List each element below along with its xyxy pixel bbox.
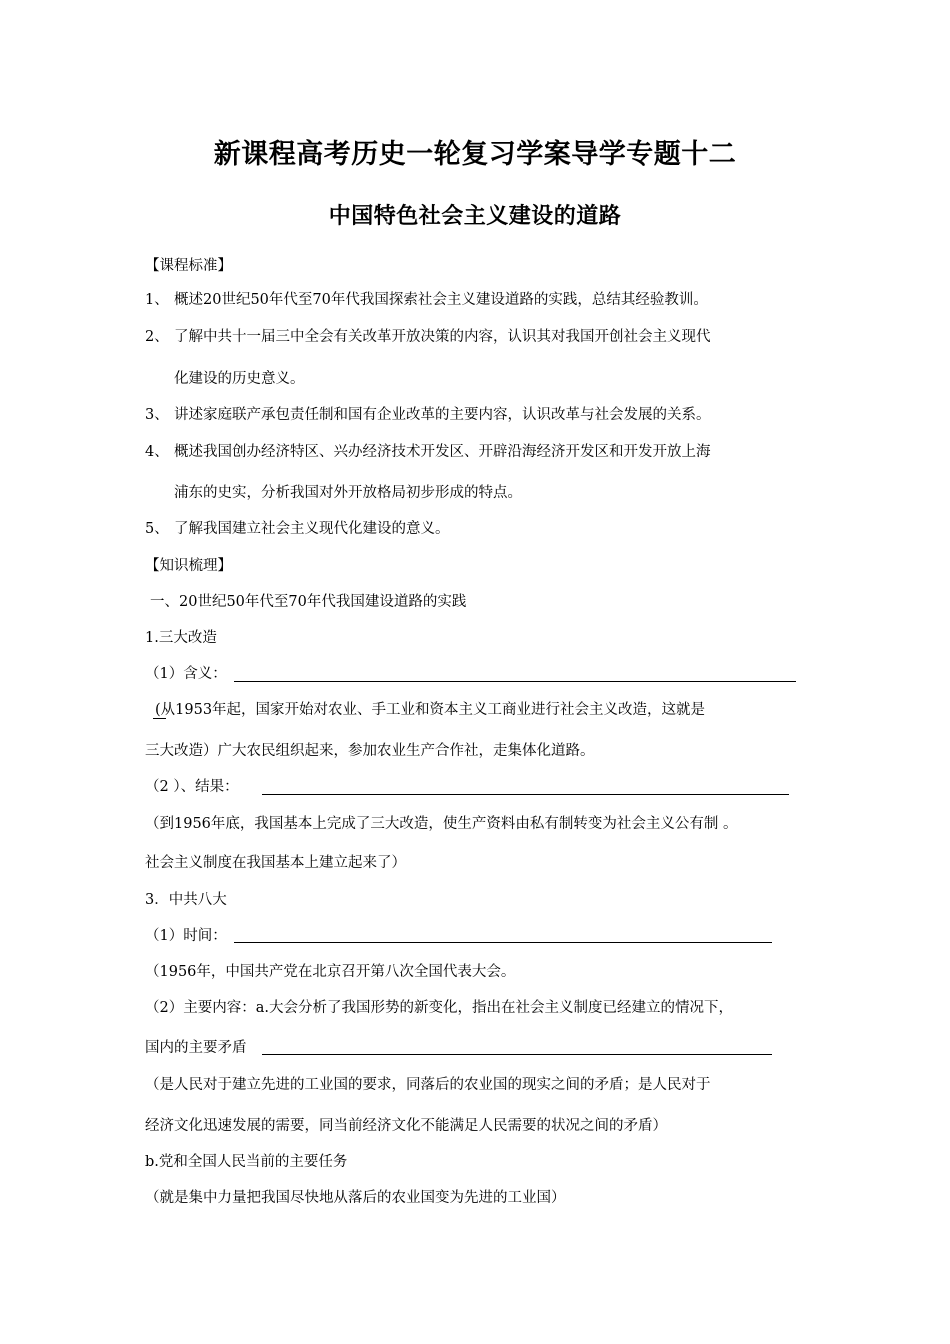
contradiction-answer-blank <box>262 1054 772 1055</box>
standard-item-1 <box>145 290 708 310</box>
document-title: 新课程高考历史一轮复习学案导学专题十二 <box>213 139 737 170</box>
item-number: 3、 <box>145 407 169 423</box>
document-subtitle: 中国特色社会主义建设的道路 <box>328 204 622 229</box>
result-answer-blank <box>262 794 789 795</box>
three-reforms-heading: 1.三大改造 <box>145 630 217 646</box>
standard-item-3 <box>145 405 711 425</box>
meaning-label: （1）含义： <box>145 666 227 682</box>
item-text: 概述20世纪50年代至70年代我国探索社会主义建设道路的实践，总结其经验教训。 <box>174 292 708 308</box>
main-task-answer: （就是集中力量把我国尽快地从落后的农业国变为先进的工业国） <box>145 1190 566 1206</box>
result-answer-line-1: （到1956年底，我国基本上完成了三大改造，使生产资料由私有制转变为社会主义公有制 。 <box>145 816 738 832</box>
main-content-label: （2）主要内容：a.大会分析了我国形势的新变化，指出在社会主义制度已经建立的情况下， <box>145 1000 733 1016</box>
standard-item-5 <box>145 519 450 539</box>
item-number: 4、 <box>145 444 169 460</box>
standard-item-4 <box>145 442 711 462</box>
time-label: （1）时间： <box>145 928 227 944</box>
item-text: 了解中共十一届三中全会有关改革开放决策的内容，认识其对我国开创社会主义现代 <box>174 329 711 345</box>
section-heading-1: 一、20世纪50年代至70年代我国建设道路的实践 <box>150 594 467 610</box>
item-number: 2、 <box>145 329 169 345</box>
result-label: （2 ）、结果： <box>145 779 239 795</box>
contradiction-answer-line-2: 经济文化迅速发展的需要，同当前经济文化不能满足人民需要的状况之间的矛盾） <box>145 1118 667 1134</box>
eighth-congress-heading: 3．中共八大 <box>145 892 227 908</box>
standard-item-2-continued: 化建设的历史意义。 <box>174 371 305 387</box>
main-task-label: b.党和全国人民当前的主要任务 <box>145 1154 348 1170</box>
standards-heading: 【课程标准】 <box>145 258 232 274</box>
item-number: 1、 <box>145 292 169 308</box>
result-answer-line-2: 社会主义制度在我国基本上建立起来了） <box>145 855 406 871</box>
standard-item-2 <box>145 327 711 347</box>
item-number: 5、 <box>145 521 169 537</box>
meaning-answer-line-1: (从1953年起，国家开始对农业、手工业和资本主义工商业进行社会主义改造，这就是 <box>155 702 706 718</box>
item-text: 概述我国创办经济特区、兴办经济技术开发区、开辟沿海经济开发区和开发开放上海 <box>174 444 711 460</box>
knowledge-heading: 【知识梳理】 <box>145 558 232 574</box>
standard-item-4-continued: 浦东的史实，分析我国对外开放格局初步形成的特点。 <box>174 485 522 501</box>
meaning-answer-line-2: 三大改造）广大农民组织起来，参加农业生产合作社，走集体化道路。 <box>145 743 595 759</box>
contradiction-answer-line-1: （是人民对于建立先进的工业国的要求，同落后的农业国的现实之间的矛盾；是人民对于 <box>145 1077 711 1093</box>
item-text: 了解我国建立社会主义现代化建设的意义。 <box>174 521 450 537</box>
meaning-answer-blank <box>234 681 796 682</box>
contradiction-label: 国内的主要矛盾 <box>145 1040 247 1056</box>
time-answer: （1956年，中国共产党在北京召开第八次全国代表大会。 <box>145 964 516 980</box>
time-answer-blank <box>234 942 772 943</box>
item-text: 讲述家庭联产承包责任制和国有企业改革的主要内容，认识改革与社会发展的关系。 <box>174 407 711 423</box>
